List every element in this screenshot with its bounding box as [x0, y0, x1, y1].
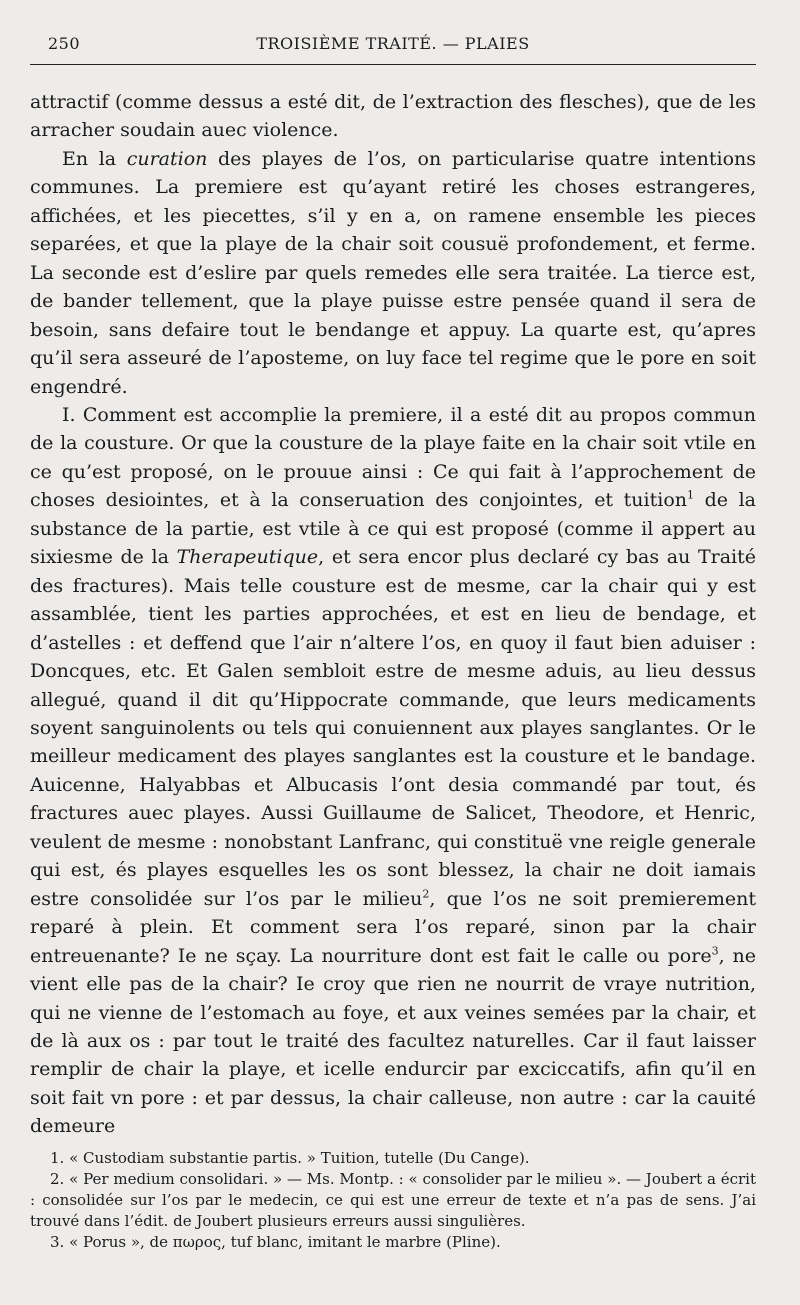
main-text [30, 88, 756, 1141]
footnote-ref-3: 3 [711, 944, 719, 958]
header-rule [30, 64, 756, 65]
footnote-ref-1: 1 [687, 489, 694, 503]
emphasis-curation: curation [126, 147, 208, 170]
footnote-2: 2. « Per medium consolidari. » — Ms. Montp. : « consolider par le milieu ». — Joubert a écrit : consolidée sur l’os par le medecin, ce qui est une erreur de texte et n’a pas de sens. J’ai trouvé dans l’édit. de Joubert plusieurs erreurs aussi singulières. [30, 1170, 756, 1230]
paragraph-first-intention: I. Comment est accomplie la premiere, il a esté dit au propos commun de la cousture. Or que la cousture de la playe faite en la chair soit vtile en ce qu’est proposé, on le prouue ainsi : Ce qui fait à l’approchement de choses desiointes, et à la conseruation des conjointes, et tuition$^1$ de la substance de la partie, est vtile à ce qui est proposé (comme il appert au sixiesme de la Therapeutique, et sera encor plus declaré cy bas au Traité des fractures). Mais telle cousture est de mesme, car la chair qui y est assamblée, tient les parties approchées, et est en lieu de bendage, et d’astelles : et deffend que l’air n’altere l’os, en quoy il faut bien aduiser : Doncques, etc. Et Galen sembloit estre de mesme aduis, au lieu dessus allegué, quand il dit qu’Hippocrate commande, que leurs medicaments soyent sanguinolents ou tels qui conuiennent aux playes sanglantes. Or le meilleur medicament des playes sanglantes est la cousture et le bandage. Auicenne, Halyabbas et Albucasis l’ont desia commandé par tout, és fractures auec playes. Aussi Guillaume de Salicet, Theodore, et Henric, veulent de mesme : nonobstant Lanfranc, qui constituë vne reigle generale qui est, és playes esquelles les os sont blessez, la chair ne doit iamais estre consolidée sur l’os par le milieu$^2$, que l’os ne soit premierement reparé à plein. Et comment sera l’os reparé, sinon par la chair entreuenante? Ie ne sçay. La nourriture dont est fait le calle ou pore$^3$, ne vient elle pas de la chair? Ie croy que rien ne nourrit de vraye nutrition, qui ne vienne de l’estomach au foye, et aux veines semées par la chair, et de là aux os : par tout le traité des facultez naturelles. Car il faut laisser remplir de chair la playe, et icelle endurcir par exciccatifs, afin qu’il en soit fait vn pore : et par dessus, la chair calleuse, non autre : car la cauité demeure [30, 403, 757, 1138]
footnote-ref-2: 2 [422, 887, 430, 901]
paragraph-curation: En la curation des playes de l’os, on particularise quatre intentions communes. La premiere est qu’ayant retiré les choses estrangeres, affichées, et les piecettes, s’il y en a, on ramene ensemble les pieces separées, et que la playe de la chair soit cousuë profondement, et ferme. La seconde est d’eslire par quels remedes elle sera traitée. La tierce est, de bander tellement, que la playe puisse estre pensée quand il sera de besoin, sans defaire tout le bendange et appuy. La quarte est, qu’apres qu’il sera asseuré de l’aposteme, on luy face tel regime que le pore en soit engendré. [30, 147, 756, 398]
page-number: 250 [48, 34, 81, 53]
footnotes [30, 1148, 756, 1253]
footnote-1: 1. « Custodiam substantie partis. » Tuition, tutelle (Du Cange). [50, 1149, 530, 1167]
book-page [30, 0, 756, 1305]
footnote-3: 3. « Porus », de πωρος, tuf blanc, imitant le marbre (Pline). [50, 1233, 501, 1251]
paragraph-continuation: attractif (comme dessus a esté dit, de l’extraction des flesches), que de les arracher soudain auec violence. [30, 91, 756, 142]
emphasis-therapeutique: Therapeutique [176, 546, 319, 569]
running-header [30, 30, 756, 58]
running-title: TROISIÈME TRAITÉ. — PLAIES [256, 34, 530, 53]
